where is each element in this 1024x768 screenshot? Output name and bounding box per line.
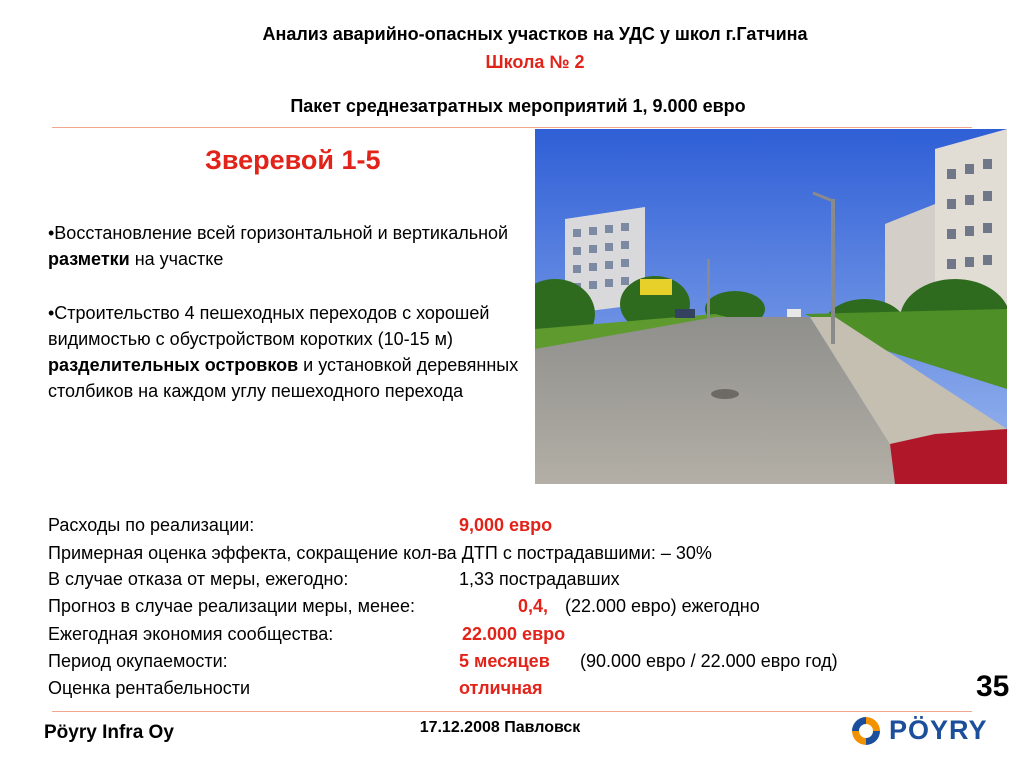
school-subtitle: Школа № 2 xyxy=(485,52,585,72)
costs-label: Расходы по реализации: xyxy=(48,515,255,535)
package-subtitle: Пакет среднезатратных мероприятий 1, 9.000 евро xyxy=(290,96,746,116)
payback-value: 5 месяцев xyxy=(459,651,550,671)
forecast-label: Прогноз в случае реализации меры, менее: xyxy=(48,596,415,616)
forecast-value: 0,4, xyxy=(518,596,549,616)
bullet-crossings-bold: разделительных островков xyxy=(48,355,299,375)
profit-label: Оценка рентабельности xyxy=(48,678,251,698)
payback-label: Период окупаемости: xyxy=(48,651,228,671)
bullet-markings-bold: разметки xyxy=(48,249,130,269)
bullet-crossings xyxy=(48,300,523,404)
refusal-value: 1,33 пострадавших xyxy=(459,569,620,589)
costs-value: 9,000 евро xyxy=(459,515,553,535)
poyry-logo xyxy=(849,713,1001,749)
savings-label: Ежегодная экономия сообщества: xyxy=(48,624,334,644)
bullet-markings xyxy=(48,220,523,272)
location-heading: Зверевой 1-5 xyxy=(205,145,381,175)
profit-value: отличная xyxy=(459,678,543,698)
refusal-label: В случае отказа от меры, ежегодно: xyxy=(48,569,349,589)
savings-value: 22.000 евро xyxy=(462,624,566,644)
bottom-divider xyxy=(52,711,972,712)
poyry-swirl-icon xyxy=(849,714,883,748)
bullet-markings-text: •Восстановление всей горизонтальной и вертикальной xyxy=(48,223,509,243)
footer-company: Pöyry Infra Oy xyxy=(44,722,174,743)
bullet-crossings-tail: и установкой деревянных столбиков на каждом углу пешеходного перехода xyxy=(48,355,519,401)
slide-title: Анализ аварийно-опасных участков на УДС у школ г.Гатчина xyxy=(262,24,808,44)
poyry-wordmark: PÖYRY xyxy=(889,715,988,745)
footer-date: 17.12.2008 Павловск xyxy=(419,719,581,736)
page-number: 35 xyxy=(976,670,1010,703)
street-photo xyxy=(535,129,1007,484)
forecast-rest: (22.000 евро) ежегодно xyxy=(565,596,760,616)
effect-text: Примерная оценка эффекта, сокращение кол-ва ДТП с пострадавшими: – 30% xyxy=(48,543,712,563)
bullet-crossings-text: •Строительство 4 пешеходных переходов с хорошей видимостью с обустройством коротких (10-15 м) xyxy=(48,303,490,349)
top-divider xyxy=(52,127,972,128)
payback-rest: (90.000 евро / 22.000 евро год) xyxy=(580,651,838,671)
bullet-markings-tail: на участке xyxy=(129,249,224,269)
